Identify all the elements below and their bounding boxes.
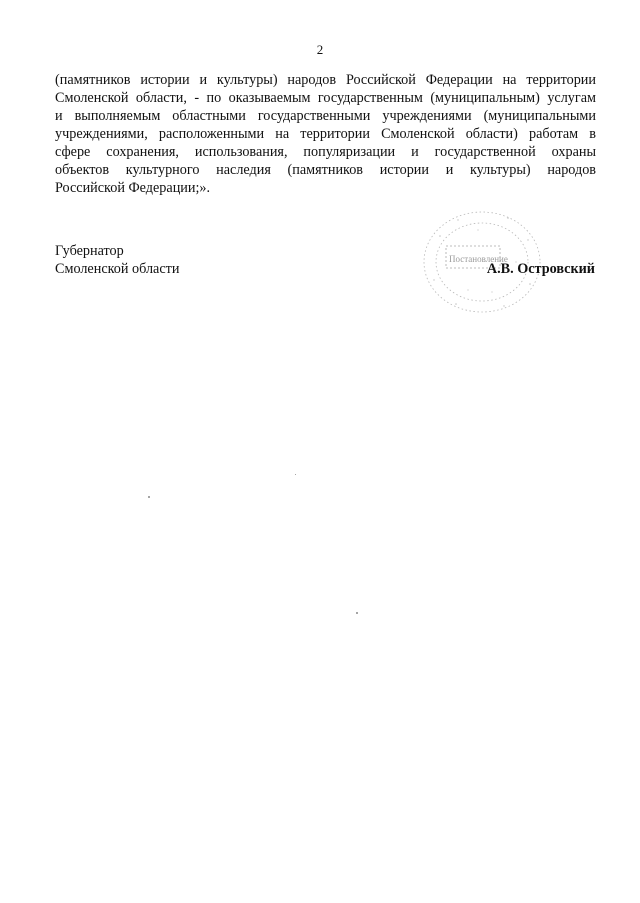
- signatory-position: [55, 242, 179, 278]
- signatory-position-line: Губернатор: [55, 243, 124, 259]
- page-number: 2: [316, 42, 324, 57]
- body-paragraph: [55, 71, 596, 197]
- scan-speck: [295, 474, 296, 475]
- body-line: учреждениями, расположенными на территории Смоленской области) работам в: [55, 126, 596, 142]
- scan-speck: [148, 496, 150, 498]
- body-line: и выполняемым областными государственными учреждениями (муниципальными: [55, 108, 596, 124]
- signatory-position-line: Смоленской области: [55, 261, 180, 277]
- body-line: сфере сохранения, использования, популяризации и государственной охраны: [55, 144, 596, 160]
- stamp-text: Постановление: [449, 254, 508, 264]
- body-line: Смоленской области, - по оказываемым государственным (муниципальным) услугам: [55, 90, 596, 106]
- signatory-name: А.В. Островский: [486, 261, 595, 277]
- body-line: (памятников истории и культуры) народов Российской Федерации на территории: [55, 72, 596, 88]
- scan-speck: [356, 612, 358, 614]
- body-line: объектов культурного наследия (памятников истории и культуры) народов: [55, 162, 596, 178]
- body-line: Российской Федерации;».: [55, 180, 211, 196]
